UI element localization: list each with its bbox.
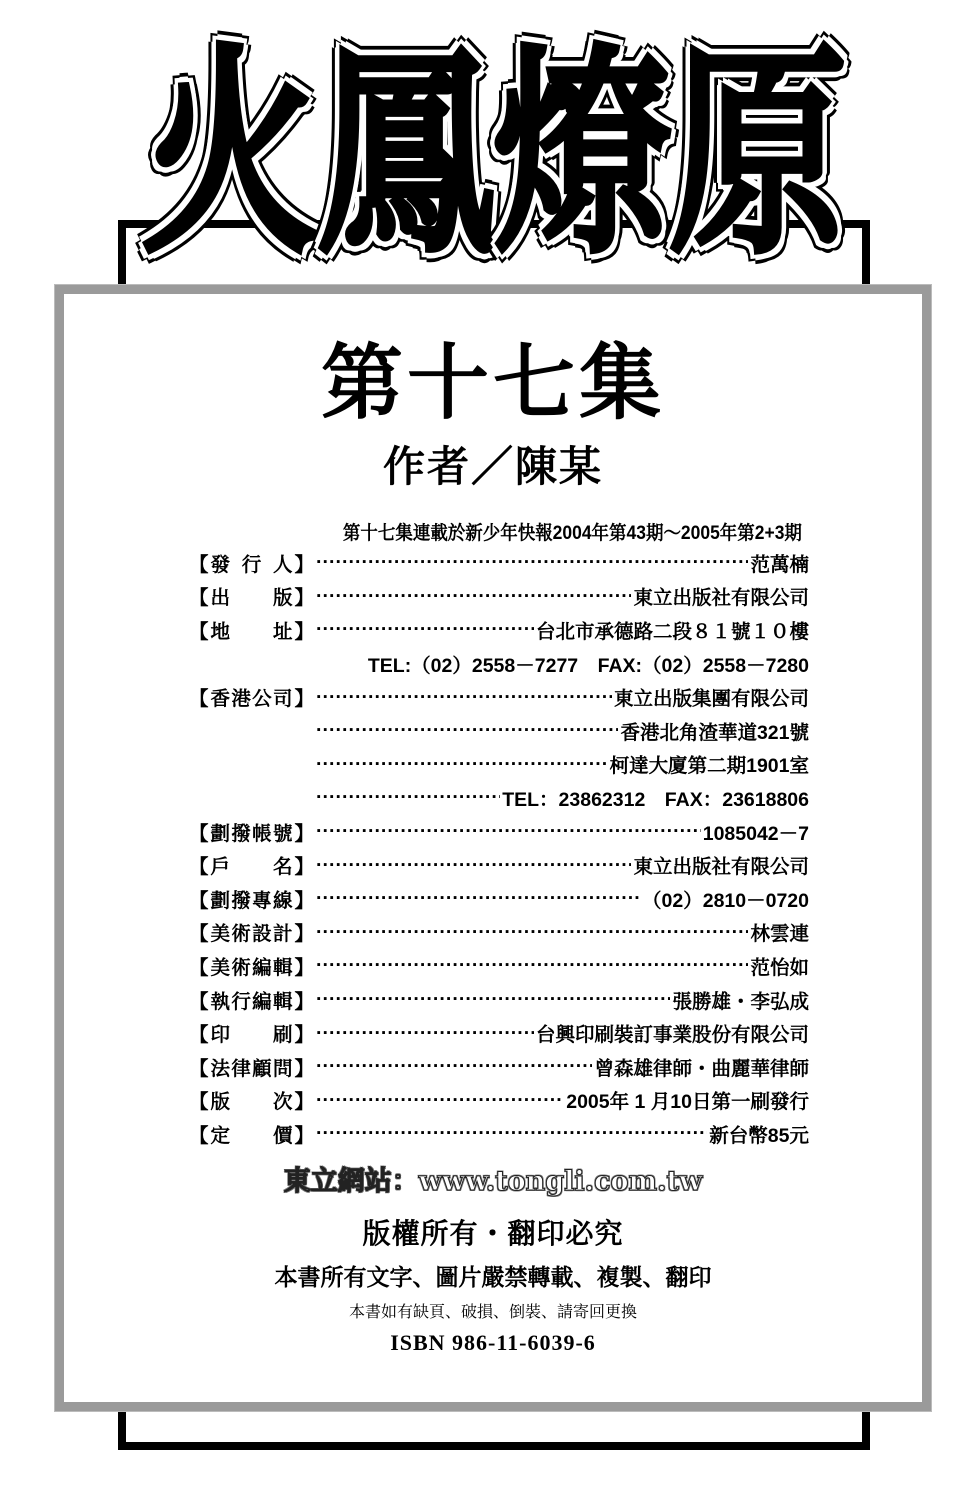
credit-row — [189, 916, 809, 950]
title-char: 原 — [669, 25, 839, 284]
label-char: 地 — [210, 620, 231, 643]
author-line: 作者／陳某 — [382, 442, 603, 491]
credit-row — [189, 1050, 809, 1084]
credit-label — [189, 616, 314, 644]
dot-leader — [316, 1057, 592, 1076]
credit-label — [189, 986, 314, 1014]
label-char: 帳 — [252, 822, 272, 845]
label-char: 律 — [231, 1057, 251, 1080]
credit-label — [189, 582, 314, 610]
bracket-open: 【 — [189, 956, 209, 979]
credit-label-text — [209, 818, 295, 846]
credit-value: 范怡如 — [750, 956, 809, 979]
bracket-open: 【 — [189, 1124, 209, 1147]
bracket-open: 【 — [189, 587, 209, 610]
credit-label-text — [209, 885, 295, 913]
label-char: 劃 — [210, 889, 231, 912]
label-char: 版 — [272, 587, 293, 610]
label-char: 撥 — [231, 889, 251, 912]
bracket-close: 】 — [294, 889, 314, 912]
colophon-panel — [55, 285, 931, 1411]
credit-label — [189, 952, 314, 980]
label-char: 輯 — [272, 990, 293, 1013]
serialization-note: 第十七集連載於新少年快報2004年第43期～2005年第2+3期 — [343, 523, 802, 544]
bracket-close: 】 — [294, 1057, 314, 1080]
dot-leader — [316, 856, 631, 875]
dot-leader — [316, 620, 534, 639]
dot-leader — [316, 956, 748, 975]
dot-leader — [316, 788, 500, 807]
credit-continuation-row — [189, 748, 809, 782]
credit-label-text — [209, 1120, 295, 1148]
label-char: 行 — [231, 990, 251, 1013]
bracket-open: 【 — [189, 1091, 209, 1114]
credit-value: 2005年 1 月10日第一刷發行 — [566, 1091, 809, 1114]
volume-title: 第十七集 — [320, 335, 665, 431]
credits-list — [189, 546, 809, 1151]
bracket-open: 【 — [189, 688, 209, 711]
label-char: 價 — [272, 1124, 293, 1147]
label-char: 編 — [252, 990, 272, 1013]
credit-label-text — [209, 986, 295, 1014]
dot-leader — [316, 553, 748, 572]
reproduction-notice: 本書所有文字、圖片嚴禁轉載、複製、翻印 — [274, 1264, 712, 1291]
label-char: 印 — [210, 1024, 231, 1047]
label-char: 顧 — [252, 1057, 272, 1080]
series-title — [141, 25, 839, 284]
credit-value: 東立出版社有限公司 — [633, 856, 809, 879]
credit-value: 曾森雄律師・曲麗華律師 — [594, 1057, 809, 1080]
credit-label-text — [209, 616, 295, 644]
label-char: 香 — [210, 688, 231, 711]
bracket-close: 】 — [294, 956, 314, 979]
credit-tel-row — [189, 647, 809, 681]
label-char: 問 — [272, 1057, 293, 1080]
credit-label — [189, 1120, 314, 1148]
label-char: 編 — [252, 956, 272, 979]
dot-leader — [316, 688, 612, 707]
label-char: 刷 — [272, 1024, 293, 1047]
bracket-open: 【 — [189, 620, 209, 643]
label-char: 人 — [272, 553, 293, 576]
credit-label — [189, 885, 314, 913]
bracket-close: 】 — [294, 923, 314, 946]
credit-continuation-row — [189, 714, 809, 748]
bracket-close: 】 — [294, 990, 314, 1013]
label-char: 輯 — [272, 956, 293, 979]
label-char: 版 — [210, 1091, 231, 1114]
credit-label-text — [209, 918, 295, 946]
credit-label — [189, 549, 314, 577]
credit-row — [189, 580, 809, 614]
credit-row — [189, 613, 809, 647]
credit-label — [189, 683, 314, 711]
label-char: 劃 — [210, 822, 231, 845]
label-char: 行 — [241, 553, 262, 576]
dot-leader — [316, 755, 608, 774]
credit-label — [189, 1019, 314, 1047]
credit-label — [189, 1086, 314, 1114]
label-char: 法 — [210, 1057, 231, 1080]
website-link[interactable]: 東立網站：www.tongli.com.tw — [283, 1166, 703, 1197]
label-char: 術 — [231, 956, 251, 979]
credit-label-text — [209, 582, 295, 610]
credit-label — [189, 851, 314, 879]
label-char: 美 — [210, 956, 231, 979]
credit-row — [189, 949, 809, 983]
label-char: 術 — [231, 923, 251, 946]
dot-leader — [316, 923, 748, 942]
credit-value: TEL：23862312 FAX：23618806 — [502, 788, 809, 811]
credit-value: 范萬楠 — [750, 553, 809, 576]
bracket-open: 【 — [189, 889, 209, 912]
bracket-open: 【 — [189, 923, 209, 946]
credit-row — [189, 680, 809, 714]
label-char: 名 — [272, 856, 293, 879]
bracket-close: 】 — [294, 587, 314, 610]
bracket-open: 【 — [189, 822, 209, 845]
credit-label-text — [209, 851, 295, 879]
dot-leader — [316, 889, 640, 908]
title-char: 鳳 — [317, 25, 487, 284]
dot-leader — [316, 990, 670, 1009]
credit-row — [189, 848, 809, 882]
credit-value: 台北市承德路二段８１號１０樓 — [535, 620, 809, 643]
label-char: 司 — [272, 688, 293, 711]
label-char: 號 — [272, 822, 293, 845]
label-char: 美 — [210, 923, 231, 946]
dot-leader — [316, 822, 701, 841]
dot-leader — [316, 587, 631, 606]
credit-value: 東立出版社有限公司 — [633, 587, 809, 610]
label-char: 戶 — [210, 856, 231, 879]
credit-label-text — [209, 683, 295, 711]
label-char: 出 — [210, 587, 231, 610]
bracket-close: 】 — [294, 856, 314, 879]
credit-value: 林雲連 — [750, 923, 809, 946]
credit-value: 香港北角渣華道321號 — [620, 721, 809, 744]
label-char: 專 — [252, 889, 272, 912]
label-char: 撥 — [231, 822, 251, 845]
credit-label — [189, 918, 314, 946]
label-char: 定 — [210, 1124, 231, 1147]
credit-row — [189, 983, 809, 1017]
bracket-close: 】 — [294, 688, 314, 711]
bracket-close: 】 — [294, 553, 314, 576]
credit-row — [189, 546, 809, 580]
credit-row — [189, 882, 809, 916]
credit-value: 東立出版集團有限公司 — [613, 688, 809, 711]
dot-leader — [316, 1091, 564, 1110]
credit-value: 新台幣85元 — [709, 1124, 809, 1147]
label-char: 港 — [231, 688, 251, 711]
label-char: 線 — [272, 889, 293, 912]
credit-label-text — [209, 952, 295, 980]
bracket-close: 】 — [294, 1091, 314, 1114]
credit-label-text — [209, 1019, 295, 1047]
bracket-close: 】 — [294, 1124, 314, 1147]
label-char: 次 — [272, 1091, 293, 1114]
credit-label — [189, 818, 314, 846]
replacement-notice: 本書如有缺頁、破損、倒裝、請寄回更換 — [348, 1302, 637, 1321]
bracket-open: 【 — [189, 990, 209, 1013]
bracket-open: 【 — [189, 1057, 209, 1080]
credit-value: 張勝雄・李弘成 — [672, 990, 809, 1013]
credit-value: 台興印刷裝訂事業股份有限公司 — [535, 1024, 809, 1047]
credit-label-text — [209, 1086, 295, 1114]
bracket-close: 】 — [294, 620, 314, 643]
label-char: 公 — [252, 688, 272, 711]
bracket-open: 【 — [189, 553, 209, 576]
label-char: 執 — [210, 990, 231, 1013]
label-char: 設 — [252, 923, 272, 946]
credit-row — [189, 1084, 809, 1118]
bracket-open: 【 — [189, 1024, 209, 1047]
credit-value: 1085042－7 — [702, 822, 809, 845]
title-char: 火 — [141, 25, 311, 284]
credit-label-text — [209, 1053, 295, 1081]
credit-label — [189, 1053, 314, 1081]
bracket-open: 【 — [189, 856, 209, 879]
credit-value: 柯達大廈第二期1901室 — [609, 755, 809, 778]
credit-row — [189, 815, 809, 849]
credit-value: （02）2810－0720 — [642, 889, 809, 912]
isbn: ISBN 986-11-6039-6 — [390, 1330, 596, 1355]
credit-label-text — [209, 549, 295, 577]
credit-value: TEL:（02）2558－7277 FAX:（02）2558－7280 — [367, 654, 809, 677]
label-char: 發 — [210, 553, 231, 576]
credit-row — [189, 1117, 809, 1151]
dot-leader — [316, 721, 618, 740]
credit-row — [189, 1016, 809, 1050]
label-char: 計 — [272, 923, 293, 946]
dot-leader — [316, 1124, 707, 1143]
dot-leader — [316, 1024, 534, 1043]
bracket-close: 】 — [294, 822, 314, 845]
label-char: 址 — [272, 620, 293, 643]
credit-continuation-row — [189, 781, 809, 815]
title-char: 燎 — [493, 25, 663, 284]
bracket-close: 】 — [294, 1024, 314, 1047]
copyright-notice: 版權所有・翻印必究 — [362, 1217, 624, 1250]
